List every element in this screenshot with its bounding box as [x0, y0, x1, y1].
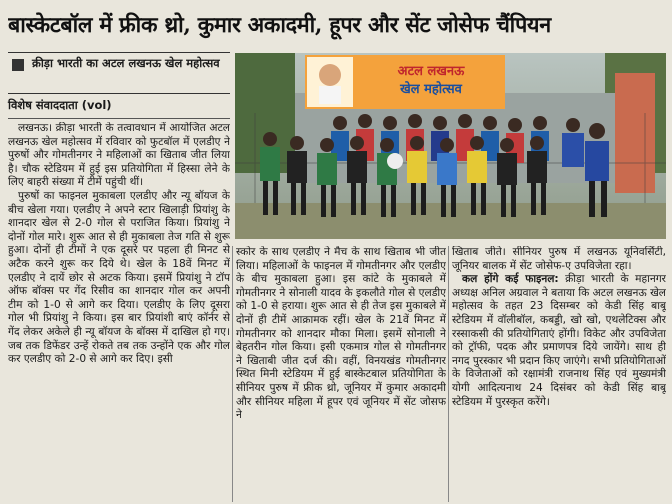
column-rule	[448, 246, 449, 502]
banner-line-2: खेल महोत्सव	[400, 82, 462, 97]
team-photo	[235, 53, 666, 239]
paragraph: लखनऊ। क्रीड़ा भारती के तत्वावधान में आयोजित अटल लखनऊ खेल महोत्सव में रविवार को फुटबॉल में एलडीए ने पुरुषों और गोमतीनगर ने महिलाओं का खिताब जीत लिया है। चौक स्टेडियम में हुई इस प्रतियोगिता में हिस्सा लेने के लिए बाहरी संख्या में टीमें पहुंची थीं।	[8, 122, 230, 189]
football-icon	[387, 153, 403, 169]
article-column-3	[452, 246, 666, 502]
paragraph: स्कोर के साथ एलडीए ने मैच के साथ खिताब भी जीत लिया। महिलाओं के फाइनल में गोमतीनगर और एलडीए के बीच मुकाबला हुआ। इस कांटे के मुकाबले में गोमतीनगर ने सोनाली यादव के इकलौते गोल से एलडीए को 1-0 से हराया। शुरू आत से ही तेज इस मुकाबले में दोनों ही टीमें आक्रामक रहीं। खेल के 21वें मिनट में गोमतीनगर को शानदार मौका मिला। इसमें सोनाली ने बेहतरीन गोल किया। इसी एकमात्र गोल से गोमतीनगर ने खिताबी जीत दर्ज की। वहीं, विनयखंड गोमतीनगर स्थित मिनी स्टेडियम में हुई बास्केटबाल प्रतियोगिता के सीनियर पुरुष में फ्रीक थ्रो, जूनियर में कुमार अकादमी और सीनियर महिला में हूपर एवं जूनियर में सेंट जोसफ ने	[236, 246, 446, 422]
paragraph: खिताब जीते। सीनियर पुरुष में लखनऊ यूनिवर्सिटी, जूनियर बालक में सेंट जोसेफ-ए उपविजेता रहा।	[452, 246, 666, 272]
banner-line-1: अटल लखनऊ	[397, 64, 465, 79]
headline: बास्केटबॉल में फ्रीक थ्रो, कुमार अकादमी, हूपर और सेंट जोसेफ चैंपियन	[8, 13, 551, 38]
article-column-2	[236, 246, 446, 502]
column-rule	[232, 246, 233, 502]
byline: विशेष संवाददाता (vol)	[8, 98, 112, 112]
bullet-square-icon	[12, 59, 24, 71]
subheading: कल होंगे कई फाइनल:	[462, 273, 559, 286]
paragraph	[452, 273, 666, 409]
deck-box	[8, 52, 230, 94]
byline-divider	[8, 118, 230, 119]
deck-text: क्रीड़ा भारती का अटल लखनऊ खेल महोत्सव	[32, 56, 220, 70]
article-column-1	[8, 122, 230, 502]
paragraph-text: क्रीड़ा भारती के महानगर अध्यक्ष अनिल अग्रवाल ने बताया कि अटल लखनऊ खेल महोत्सव के तहत 23 दिसम्बर को केडी सिंह बाबू स्टेडियम में वॉलीबॉल, कबड्डी, खो खो, एथलेटिक्स और रस्साकसी की प्रतियोगिताएं होंगी। विकेट और उपविजेता को ट्रॉफी, पदक और प्रमाणपत्र दिये जायेंगे। साथ ही नगद पुरस्कार भी प्रदान किए जाएंगे। सभी प्रतियोगिताओं के विजेताओं को रक्षामंत्री राजनाथ सिंह एवं मुख्यमंत्री योगी आदित्यनाथ 24 दिसंबर को केडी सिंह बाबू स्टेडियम में पुरस्कृत करेंगे।	[452, 273, 666, 408]
paragraph: पुरुषों का फाइनल मुकाबला एलडीए और न्यू बॉयज के बीच खेला गया। एलडीए ने अपने स्टार खिलाड़ी प्रियांशु के शानदार खेल से 2-0 गोल से पराजित किया। प्रियांशु ने दोनों गोल मारे। शुरू आत से ही मुकाबला तेज गति से शुरू हुआ। दोनों ही टीमों ने एक दूसरे पर पहला ही मिनट से अटैक करने शुरू कर दिये थे। खेल के 18वें मिनट में एलडीए ने दायें छोर से अटक किया। इसमें प्रियांशु ने टॉप ऑफ बॉक्स पर गेंद रिसीव का शानदार गोल कर अपनी टीम को 1-0 से आगे कर दिया। एलडीए के लिए दूसरा गोल भी प्रियांशु ने किया। इस बार प्रियांशी बाएं कॉर्नर से गेंद लेकर अकेले ही न्यू बॉयज के बॉक्स में दाखिल हो गए। जब तक डिफेंडर उन्हें रोकते तब तक उन्होंने एक और गोल कर एलडीए को 2-0 से आगे कर दिए। इसी	[8, 189, 230, 366]
team-photo-illustration	[235, 53, 666, 239]
